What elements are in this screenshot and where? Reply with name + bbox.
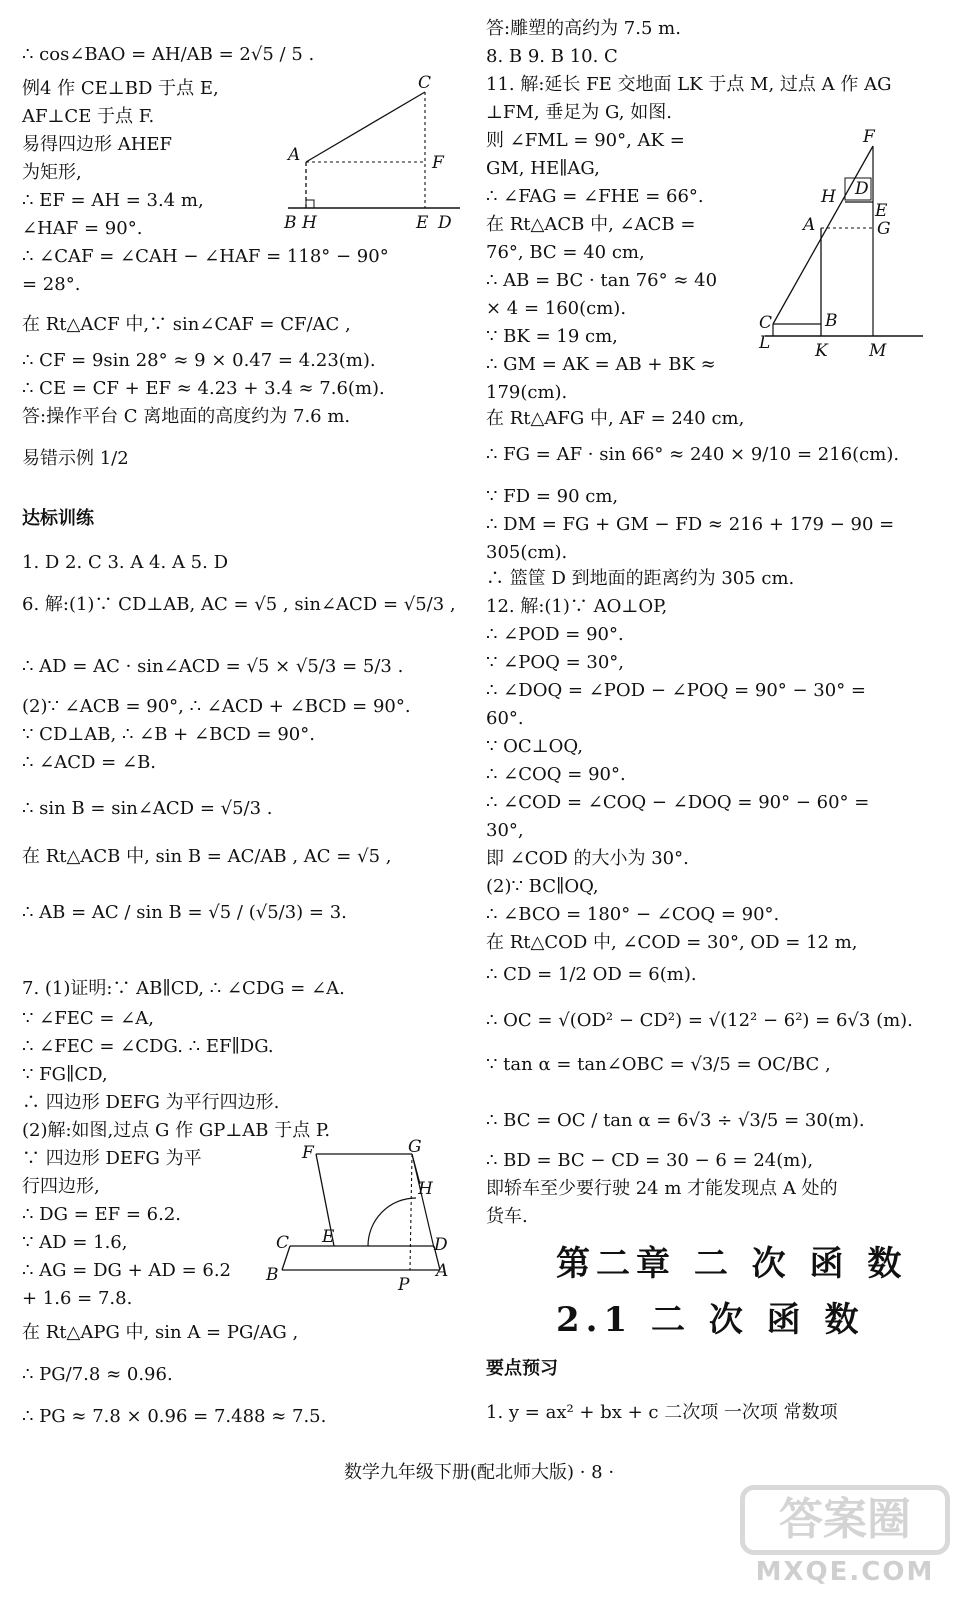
fig1-label-c: C (418, 73, 432, 93)
fig2-label-e: E (875, 201, 888, 221)
left-text-line: ∵ FG∥CD, (22, 1064, 108, 1085)
left-text-line: ∵ ∠FEC = ∠A, (22, 1008, 154, 1029)
fig3-label-p: P (398, 1275, 410, 1295)
right-text-line: 在 Rt△AFG 中, AF = 240 cm, (486, 408, 745, 429)
left-text-line: ∴ AD = AC · sin∠ACD = √5 × √5/3 = 5/3 . (22, 656, 404, 677)
right-text-line: ∴ BD = BC − CD = 30 − 6 = 24(m), (486, 1150, 814, 1171)
fig2-label-k: K (815, 341, 828, 361)
right-text-line: ∴ OC = √(OD² − CD²) = √(12² − 6²) = 6√3 (m). (486, 1010, 913, 1031)
left-text-line: 1. D 2. C 3. A 4. A 5. D (22, 552, 228, 573)
fig2-label-g: G (877, 219, 891, 239)
right-text-line: ⊥FM, 垂足为 G, 如图. (486, 102, 672, 123)
left-text-line: ∴ CE = CF + EF ≈ 4.23 + 3.4 ≈ 7.6(m). (22, 378, 385, 399)
right-text-line: ∵ OC⊥OQ, (486, 736, 583, 757)
fig1-label-b: B (284, 213, 297, 233)
left-text-line: + 1.6 = 7.8. (22, 1288, 133, 1309)
right-text-line: 在 Rt△ACB 中, ∠ACB = (486, 214, 696, 235)
right-text-line: × 4 = 160(cm). (486, 298, 627, 319)
right-text-line: 12. 解:(1)∵ AO⊥OP, (486, 596, 668, 617)
right-text-line: ∴ AB = BC · tan 76° ≈ 40 (486, 270, 718, 291)
left-text-line: ∴ EF = AH = 3.4 m, (22, 190, 204, 211)
right-text-line: 30°, (486, 820, 524, 841)
right-text-line: ∵ tan α = tan∠OBC = √3/5 = OC/BC , (486, 1054, 831, 1075)
left-text-line: ∴ DG = EF = 6.2. (22, 1204, 182, 1225)
left-text-line: ∴ ∠CAF = ∠CAH − ∠HAF = 118° − 90° (22, 246, 389, 267)
left-text-line: ∠HAF = 90°. (22, 218, 143, 239)
fig1-label-e: E (416, 213, 429, 233)
left-text-line: AF⊥CE 于点 F. (22, 106, 155, 127)
figure-problem11 (755, 126, 935, 366)
right-text-line: ∴ ∠BCO = 180° − ∠COQ = 90°. (486, 904, 780, 925)
watermark (740, 1485, 950, 1590)
left-text-line: ∴ CF = 9sin 28° ≈ 9 × 0.47 = 4.23(m). (22, 350, 376, 371)
left-text-line: ∵ 四边形 DEFG 为平 (22, 1148, 202, 1169)
left-text-line: ∵ CD⊥AB, ∴ ∠B + ∠BCD = 90°. (22, 724, 315, 745)
left-text-line: 为矩形, (22, 162, 82, 183)
left-text-line: 易得四边形 AHEF (22, 134, 173, 155)
right-text-line: ∴ 篮筐 D 到地面的距离约为 305 cm. (486, 568, 795, 589)
fig2-label-d: D (855, 179, 869, 199)
fig1-label-a: A (288, 145, 301, 165)
right-text-line: ∴ ∠POD = 90°. (486, 624, 624, 645)
left-text-line: 行四边形, (22, 1176, 100, 1197)
fig2-label-b: B (825, 311, 838, 331)
figure-problem7 (262, 1138, 462, 1298)
left-text-line: 达标训练 (22, 508, 94, 529)
left-text-line: 在 Rt△ACB 中, sin B = AC/AB , AC = √5 , (22, 846, 392, 867)
left-text-line: 7. (1)证明:∵ AB∥CD, ∴ ∠CDG = ∠A. (22, 978, 345, 999)
left-text-line: 例4 作 CE⊥BD 于点 E, (22, 78, 219, 99)
right-text-line: 76°, BC = 40 cm, (486, 242, 645, 263)
right-text-line: 即 ∠COD 的大小为 30°. (486, 848, 689, 869)
right-text-line: ∴ ∠COD = ∠COQ − ∠DOQ = 90° − 60° = (486, 792, 870, 813)
fig3-label-b: B (266, 1265, 279, 1285)
fig3-label-f: F (302, 1143, 314, 1163)
fig1-label-d: D (438, 213, 452, 233)
right-text-line: 货车. (486, 1206, 528, 1227)
left-text-line: ∴ ∠ACD = ∠B. (22, 752, 157, 773)
left-text-line: ∴ AB = AC / sin B = √5 / (√5/3) = 3. (22, 902, 347, 923)
left-text-line: ∴ PG ≈ 7.8 × 0.96 = 7.488 ≈ 7.5. (22, 1406, 327, 1427)
page-footer: 数学九年级下册(配北师大版) · 8 · (343, 1462, 615, 1483)
right-text-line: 答:雕塑的高约为 7.5 m. (486, 18, 681, 39)
right-text-line: ∴ BC = OC / tan α = 6√3 ÷ √3/5 = 30(m). (486, 1110, 865, 1131)
right-text-line: 305(cm). (486, 542, 568, 563)
figure-example4 (270, 70, 470, 240)
fig2-label-h: H (821, 187, 836, 207)
fig3-label-a: A (436, 1261, 449, 1281)
right-text-line: ∴ ∠FAG = ∠FHE = 66°. (486, 186, 704, 207)
left-text-line: ∴ PG/7.8 ≈ 0.96. (22, 1364, 173, 1385)
fig2-label-f: F (863, 127, 875, 147)
fig2-label-c: C (759, 313, 773, 333)
fig3-label-d: D (434, 1235, 448, 1255)
fig3-label-c: C (276, 1233, 290, 1253)
right-text-line: ∵ ∠POQ = 30°, (486, 652, 625, 673)
right-text-line: GM, HE∥AG, (486, 158, 600, 179)
left-text-line: ∴ AG = DG + AD = 6.2 (22, 1260, 231, 1281)
fig3-label-g: G (408, 1138, 422, 1157)
right-text-line: ∴ ∠DOQ = ∠POD − ∠POQ = 90° − 30° = (486, 680, 867, 701)
left-text-line: 答:操作平台 C 离地面的高度约为 7.6 m. (22, 406, 351, 427)
right-text-line: 则 ∠FML = 90°, AK = (486, 130, 685, 151)
right-text-line: ∴ ∠COQ = 90°. (486, 764, 626, 785)
right-text-line: 第二章 二 次 函 数 (556, 1244, 908, 1284)
fig1-label-h: H (302, 213, 317, 233)
fig2-label-a: A (803, 215, 816, 235)
right-text-line: (2)∵ BC∥OQ, (486, 876, 599, 897)
right-text-line: ∵ BK = 19 cm, (486, 326, 618, 347)
fig1-label-f: F (432, 153, 444, 173)
left-text-line: (2)∵ ∠ACB = 90°, ∴ ∠ACD + ∠BCD = 90°. (22, 696, 411, 717)
right-text-line: 即轿车至少要行驶 24 m 才能发现点 A 处的 (486, 1178, 838, 1199)
right-text-line: 60°. (486, 708, 524, 729)
fig3-label-e: E (322, 1227, 335, 1247)
left-text-line: ∴ 四边形 DEFG 为平行四边形. (22, 1092, 280, 1113)
left-text-line: (2)解:如图,过点 G 作 GP⊥AB 于点 P. (22, 1120, 331, 1141)
left-text-line: = 28°. (22, 274, 81, 295)
left-text-line: 在 Rt△APG 中, sin A = PG/AG , (22, 1322, 299, 1343)
right-text-line: 8. B 9. B 10. C (486, 46, 618, 67)
right-text-line: ∵ FD = 90 cm, (486, 486, 619, 507)
left-text-line: ∴ ∠FEC = ∠CDG. ∴ EF∥DG. (22, 1036, 274, 1057)
right-text-line: ∴ DM = FG + GM − FD ≈ 216 + 179 − 90 = (486, 514, 895, 535)
right-text-line: 179(cm). (486, 382, 568, 403)
right-text-line: 要点预习 (486, 1358, 558, 1379)
left-text-line: ∵ AD = 1.6, (22, 1232, 128, 1253)
fig2-label-m: M (869, 341, 887, 361)
left-text-line: 在 Rt△ACF 中,∵ sin∠CAF = CF/AC , (22, 314, 351, 335)
watermark-url: MXQE.COM (755, 1557, 935, 1587)
fig3-label-h: H (418, 1179, 433, 1199)
right-text-line: ∴ CD = 1/2 OD = 6(m). (486, 964, 697, 985)
left-text-line: ∴ cos∠BAO = AH/AB = 2√5 / 5 . (22, 44, 315, 65)
right-text-line: 2.1 二 次 函 数 (556, 1300, 865, 1340)
watermark-logo: 答案圈 (740, 1485, 950, 1555)
fig2-label-l: L (759, 333, 771, 353)
right-text-line: 11. 解:延长 FE 交地面 LK 于点 M, 过点 A 作 AG (486, 74, 892, 95)
right-text-line: 1. y = ax² + bx + c 二次项 一次项 常数项 (486, 1402, 838, 1423)
left-text-line: 易错示例 1/2 (22, 448, 129, 469)
left-text-line: 6. 解:(1)∵ CD⊥AB, AC = √5 , sin∠ACD = √5/3 , (22, 594, 456, 615)
left-text-line: ∴ sin B = sin∠ACD = √5/3 . (22, 798, 273, 819)
right-text-line: ∴ GM = AK = AB + BK ≈ (486, 354, 716, 375)
right-text-line: ∴ FG = AF · sin 66° ≈ 240 × 9/10 = 216(cm). (486, 444, 900, 465)
right-text-line: 在 Rt△COD 中, ∠COD = 30°, OD = 12 m, (486, 932, 858, 953)
